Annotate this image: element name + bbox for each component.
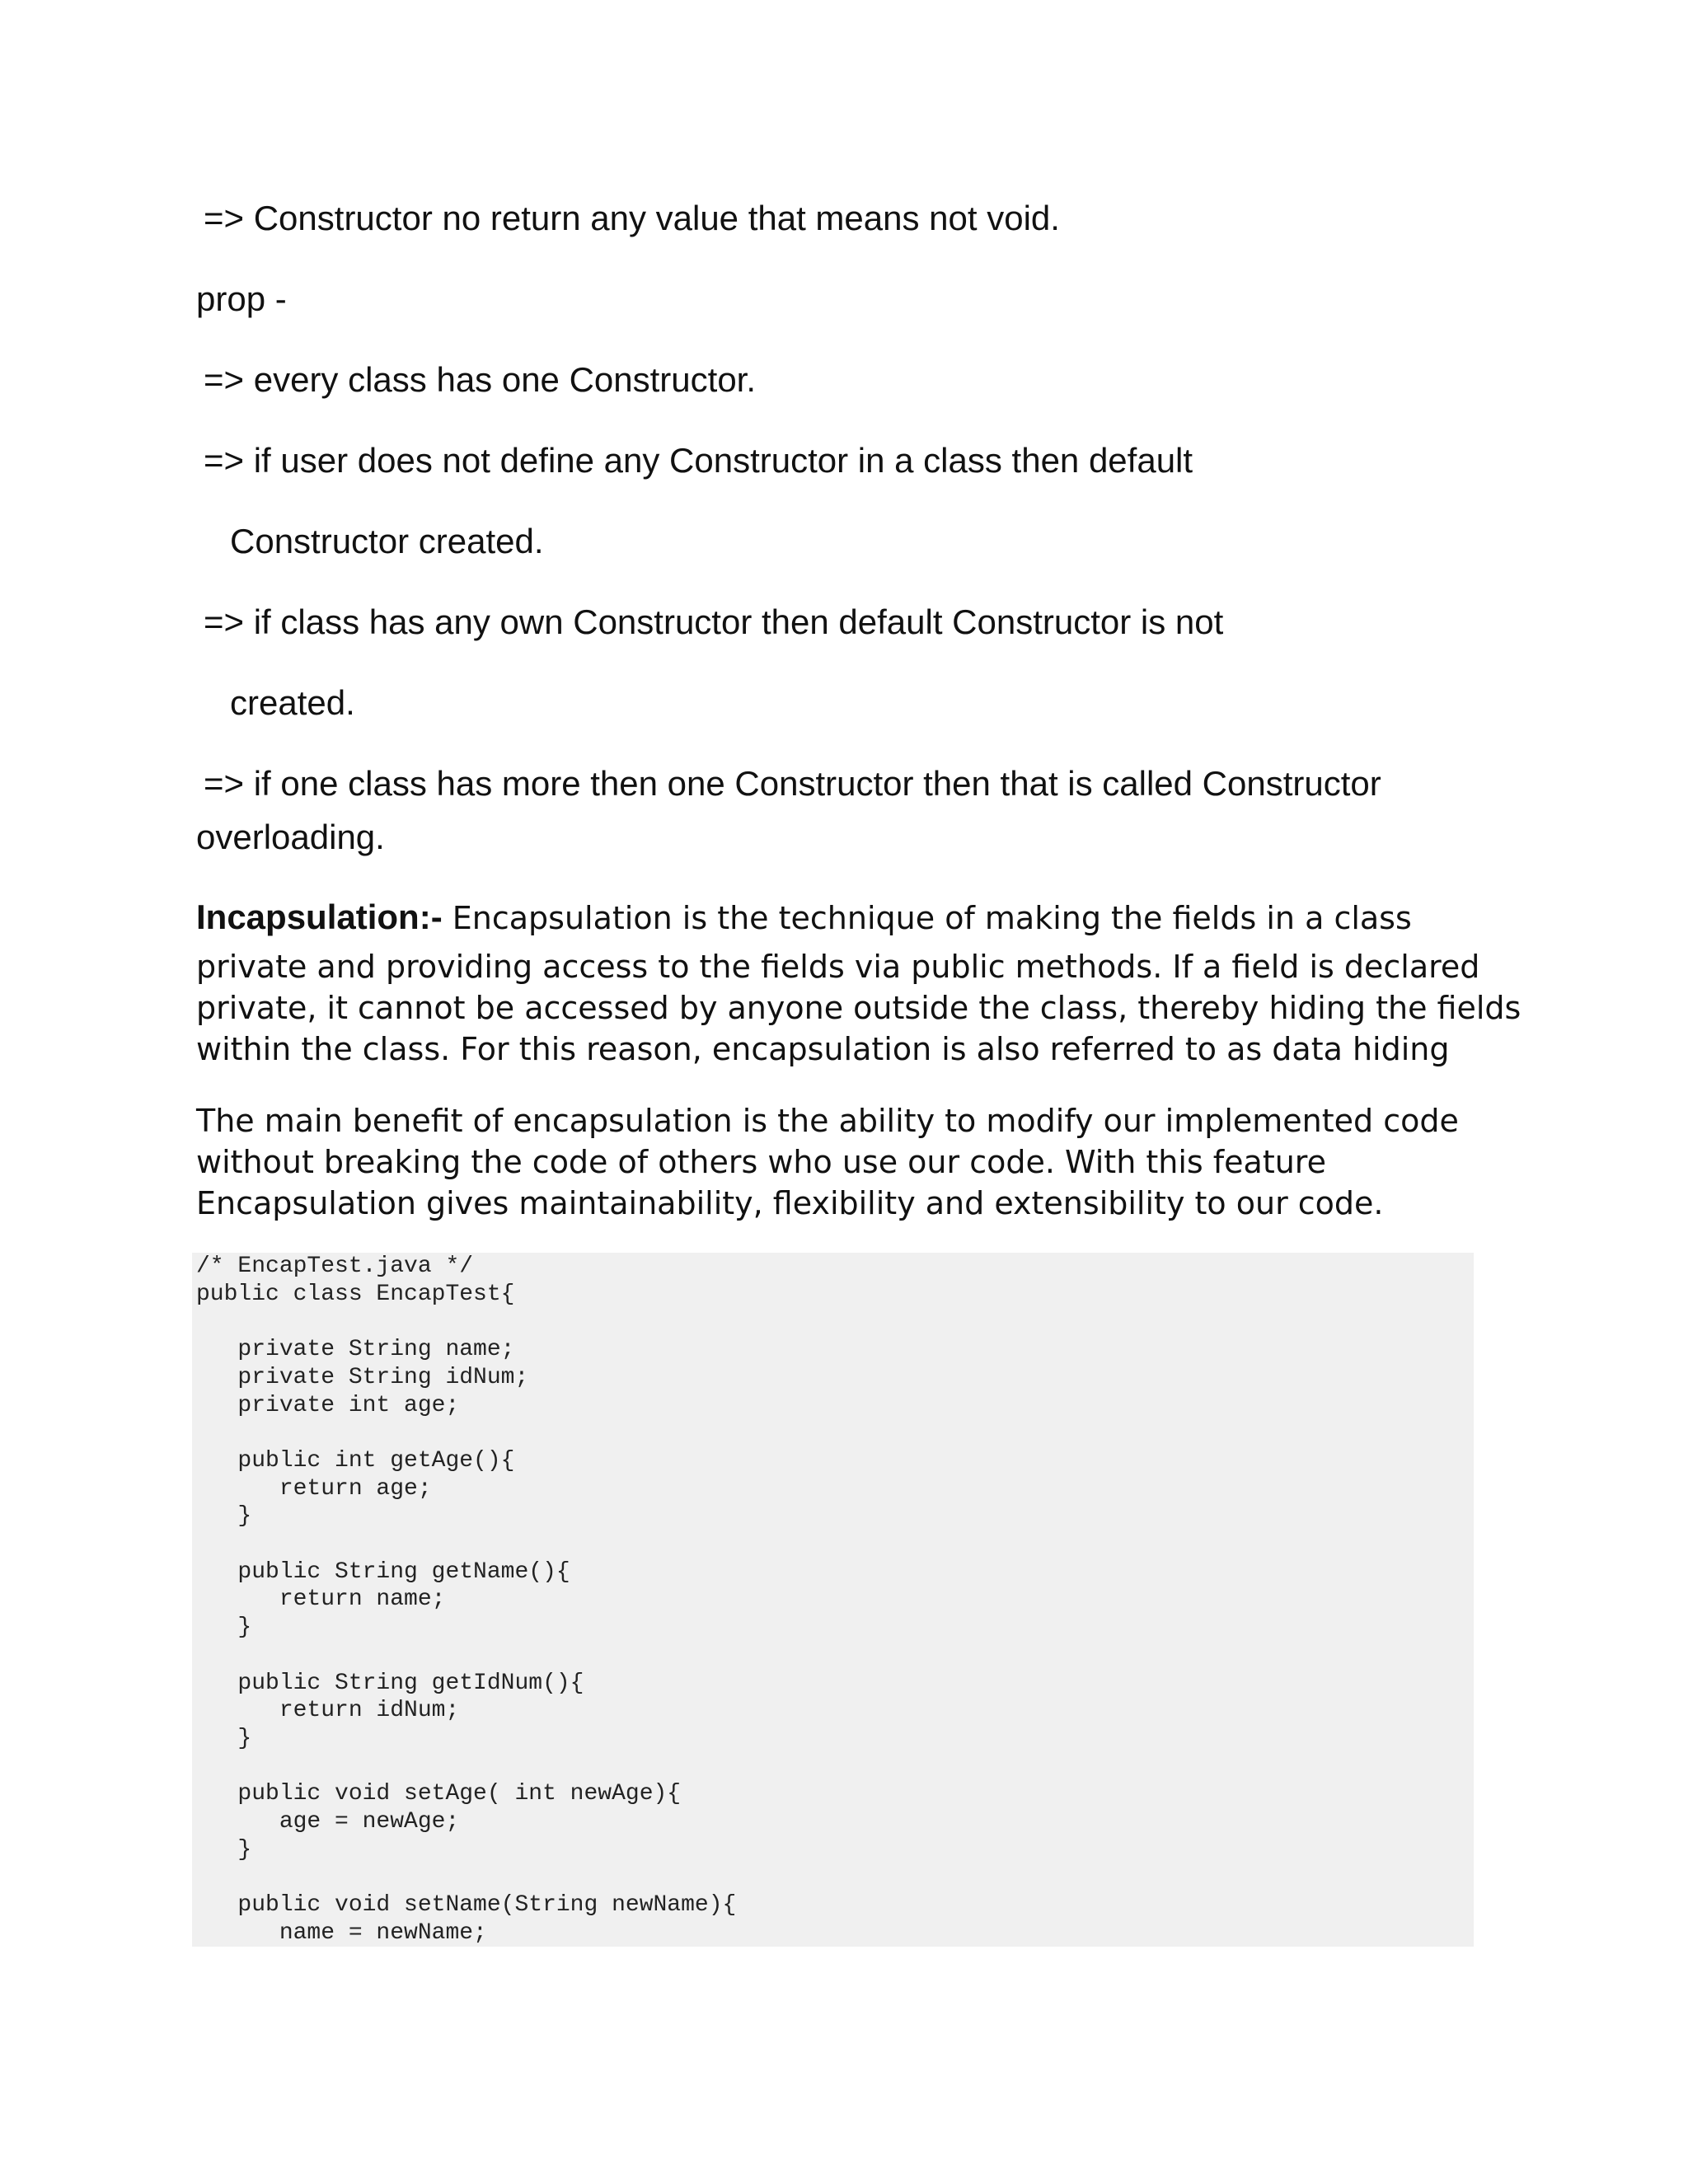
note-line-no-return: => Constructor no return any value that means not void. xyxy=(204,199,1060,237)
prop-label: prop - xyxy=(196,279,287,318)
note-line-every-class: => every class has one Constructor. xyxy=(204,360,757,399)
note-line-own-constructor: => if class has any own Constructor then default Constructor is not xyxy=(204,602,1224,641)
encapsulation-para2-line2: without breaking the code of others who use our code. With this feature xyxy=(196,1144,1326,1180)
note-line-default-constructor: => if user does not define any Constructor in a class then default xyxy=(204,441,1193,480)
note-line-overloading: => if one class has more then one Constructor then that is called Constructor xyxy=(204,764,1381,803)
note-line-overloading-cont: overloading. xyxy=(196,818,385,856)
encapsulation-heading: Incapsulation:- xyxy=(196,898,443,936)
encapsulation-first-line xyxy=(196,897,1412,939)
note-line-default-constructor-cont: Constructor created. xyxy=(230,522,544,560)
encapsulation-para1-line3: private, it cannot be accessed by anyone outside the class, thereby hiding the fields xyxy=(196,990,1522,1026)
encapsulation-para2-line1: The main benefit of encapsulation is the ability to modify our implemented code xyxy=(196,1103,1459,1139)
note-line-own-constructor-cont: created. xyxy=(230,683,355,722)
encapsulation-para1-line4: within the class. For this reason, encapsulation is also referred to as data hiding xyxy=(196,1031,1450,1067)
encapsulation-para1-line2: private and providing access to the fields via public methods. If a field is declared xyxy=(196,949,1480,985)
encapsulation-para2-line3: Encapsulation gives maintainability, flexibility and extensibility to our code. xyxy=(196,1185,1384,1221)
encapsulation-intro-text: Encapsulation is the technique of making the fields in a class xyxy=(442,900,1412,936)
code-block: /* EncapTest.java */ public class EncapTest{ private String name; private String idNum; private int age; public int getAge(){ return age; } public String getName(){ return name; } public String getIdNum(){ return idNum; } public void setAge( int newAge){ age = newAge; } public void setName(String newName){ name = newName; xyxy=(196,1254,737,1946)
